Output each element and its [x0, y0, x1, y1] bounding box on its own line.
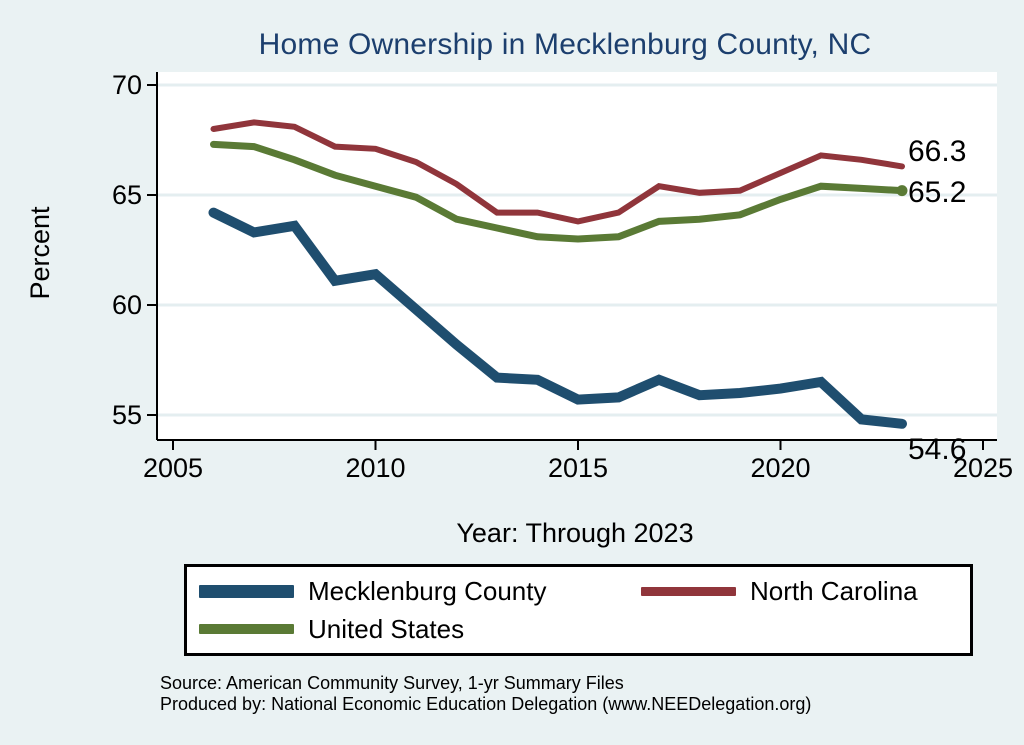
- y-axis-title: Percent: [25, 206, 55, 300]
- chart-legend: [184, 564, 973, 656]
- y-tick-label-70: 70: [111, 70, 142, 100]
- legend-label-united-states: United States: [308, 613, 465, 644]
- legend-label-north-carolina: North Carolina: [750, 575, 918, 606]
- x-tick-label-2005: 2005: [142, 453, 204, 483]
- x-axis-title: Year: Through 2023: [456, 518, 694, 548]
- x-tick-label-2010: 2010: [345, 453, 406, 483]
- chart-title: Home Ownership in Mecklenburg County, NC: [258, 28, 872, 61]
- legend-key-united-states: [199, 624, 294, 634]
- y-tick-label-60: 60: [111, 290, 142, 320]
- legend-item-united-states: [199, 614, 641, 645]
- source-note: Source: American Community Survey, 1-yr Summary Files: [160, 673, 624, 693]
- y-tick-label-55: 55: [111, 400, 142, 430]
- x-tick-label-2015: 2015: [547, 453, 609, 483]
- end-label-north-carolina: 66.3: [908, 135, 967, 169]
- produced-by-note: Produced by: National Economic Education Delegation (www.NEEDelegation.org): [160, 694, 812, 714]
- y-tick-label-65: 65: [111, 180, 142, 210]
- series-end-marker-united-states: [897, 185, 908, 196]
- x-tick-label-2020: 2020: [750, 453, 811, 483]
- legend-label-mecklenburg-county: Mecklenburg County: [308, 575, 547, 606]
- legend-key-north-carolina: [641, 587, 736, 596]
- end-label-mecklenburg-county: 54.6: [908, 432, 967, 466]
- x-tick-label-2025: 2025: [952, 453, 1014, 483]
- legend-item-north-carolina: [641, 576, 970, 607]
- legend-key-mecklenburg-county: [199, 585, 294, 598]
- legend-item-mecklenburg-county: [199, 576, 641, 607]
- end-label-united-states: 65.2: [908, 175, 967, 209]
